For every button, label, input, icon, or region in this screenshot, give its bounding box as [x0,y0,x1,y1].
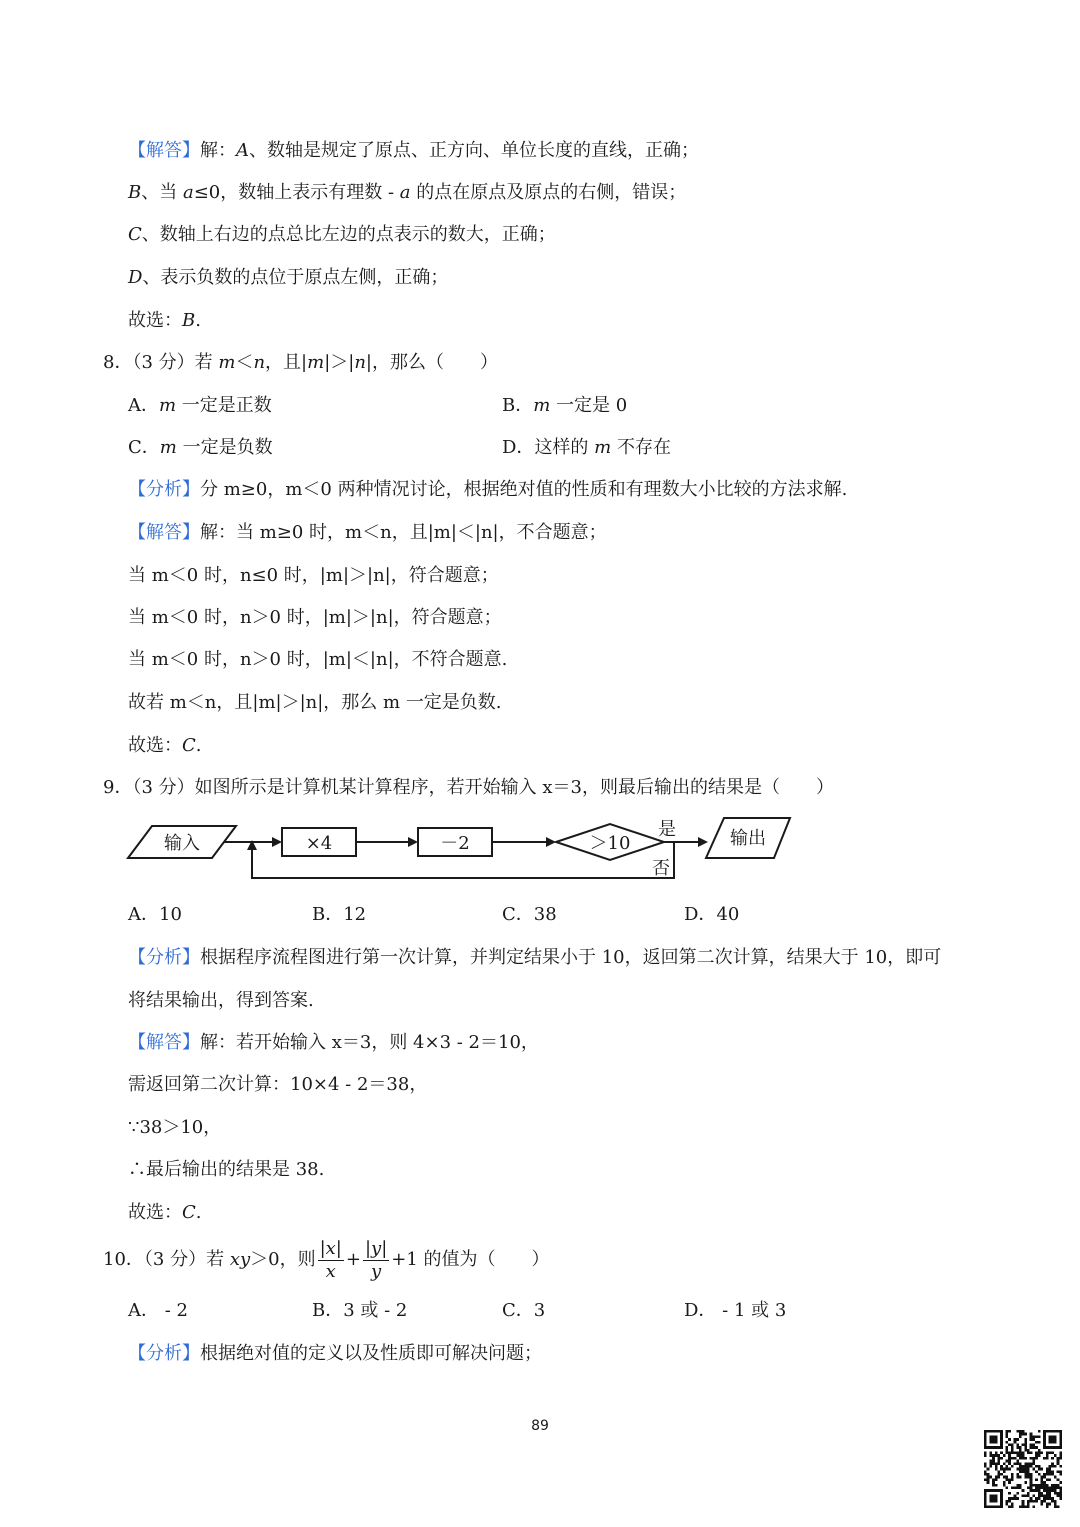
answer-tag: 【解答】 [128,522,200,543]
q8-answer-line-4: 当 m＜0 时，n＞0 时，|m|＜|n|，不符合题意. [128,649,508,670]
qr-code-icon [984,1430,1062,1508]
analysis-tag: 【分析】 [128,947,200,968]
q9-answer-line-4: ∴最后输出的结果是 38. [128,1159,325,1180]
q8-choice-line: 故选：C. [128,735,202,756]
q9-option-d: D．40 [684,904,740,925]
flow-times4-label: ×4 [305,833,333,854]
answer-tag: 【解答】 [128,140,200,161]
q9-answer-line-1: 【解答】解：若开始输入 x＝3，则 4×3 - 2＝10， [128,1032,539,1053]
fraction-y: $\frac{|y|}{y}$ [364,1237,388,1282]
q10-option-b: B．3 或 - 2 [312,1300,408,1321]
prev-answer-line-3: C、数轴上右边的点总比左边的点表示的数大，正确； [128,224,556,245]
q8-analysis: 【分析】分 m≥0，m＜0 两种情况讨论，根据绝对值的性质和有理数大小比较的方法求解. [128,479,848,500]
prev-answer-line-2: B、当 a≤0，数轴上表示有理数 - a 的点在原点及原点的右侧，错误； [128,182,687,203]
q9-answer-line-3: ∵38＞10， [128,1117,222,1138]
q8-stem: 8．（3 分）若 m＜n，且|m|＞|n|，那么（ ） [103,352,498,373]
flow-input-label: 输入 [164,833,200,854]
q8-answer-line-2: 当 m＜0 时，n≤0 时，|m|＞|n|，符合题意； [128,565,499,586]
q9-choice-line: 故选：C. [128,1202,202,1223]
analysis-tag: 【分析】 [128,479,200,500]
q8-answer-line-1: 【解答】解：当 m≥0 时，m＜n，且|m|＜|n|，不合题意； [128,522,607,543]
q10-analysis: 【分析】根据绝对值的定义以及性质即可解决问题； [128,1343,542,1364]
flow-compare-label: ＞10 [589,833,631,854]
q9-stem: 9．（3 分）如图所示是计算机某计算程序，若开始输入 x＝3，则最后输出的结果是（ ） [103,777,834,798]
q9-answer-line-2: 需返回第二次计算：10×4 - 2＝38， [128,1074,428,1095]
q10-option-a: A． - 2 [128,1300,188,1321]
fraction-x: $\frac{|x|}{x}$ [319,1237,342,1282]
q8-option-c: C．m 一定是负数 [128,437,273,458]
q8-option-a: A．m 一定是正数 [128,395,272,416]
q8-answer-line-3: 当 m＜0 时，n＞0 时，|m|＞|n|，符合题意； [128,607,502,628]
flow-no-label: 否 [652,858,670,879]
q10-option-c: C．3 [502,1300,546,1321]
prev-answer-line-4: D、表示负数的点位于原点左侧，正确； [128,267,449,288]
q9-analysis-line-1: 【分析】根据程序流程图进行第一次计算，并判定结果小于 10，返回第二次计算，结果大于 10，即可 [128,947,942,968]
q9-option-b: B．12 [312,904,367,925]
q8-answer-line-5: 故若 m＜n，且|m|＞|n|，那么 m 一定是负数. [128,692,502,713]
q9-option-c: C．38 [502,904,557,925]
q9-analysis-line-2: 将结果输出，得到答案. [128,990,314,1011]
q10-stem: 10．（3 分）若 xy＞0，则 $\frac{|x|}{x}$ + $\frac{|y|}{y}$ +1 的值为（ ） [103,1237,550,1282]
q8-option-b: B．m 一定是 0 [502,395,628,416]
q9-option-a: A．10 [128,904,182,925]
prev-answer-line-1: 【解答】解：A、数轴是规定了原点、正方向、单位长度的直线，正确； [128,140,699,161]
q8-option-d: D．这样的 m 不存在 [502,437,671,458]
q10-option-d: D． - 1 或 3 [684,1300,787,1321]
flow-minus2-label: －2 [440,833,470,854]
flow-output-label: 输出 [730,828,766,849]
analysis-tag: 【分析】 [128,1343,200,1364]
prev-choice-line: 故选：B. [128,310,201,331]
answer-tag: 【解答】 [128,1032,200,1053]
q9-flowchart [124,812,804,884]
flow-yes-label: 是 [658,819,676,840]
page-number: 89 [531,1418,549,1434]
